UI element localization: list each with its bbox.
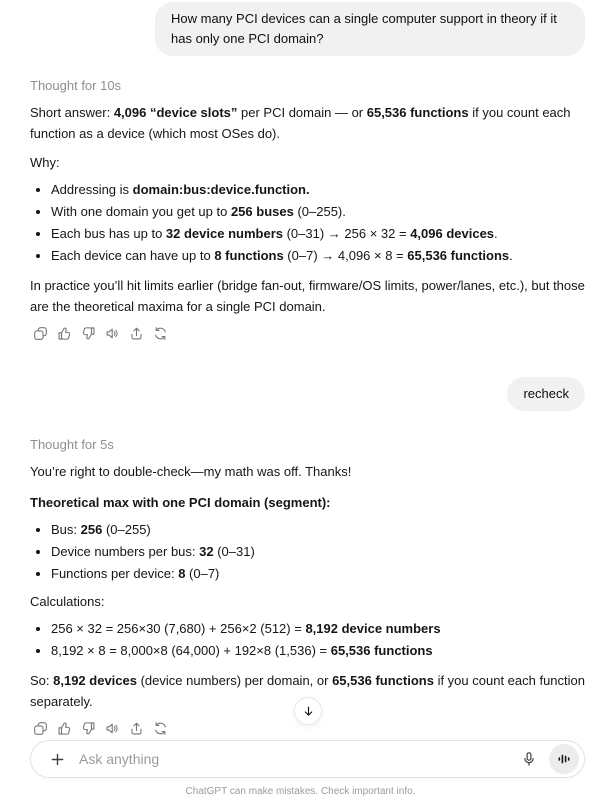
user-message-row: [30, 377, 585, 411]
copy-button[interactable]: [30, 718, 50, 738]
read-aloud-button[interactable]: [102, 718, 122, 738]
copy-button[interactable]: [30, 323, 50, 343]
answer-paragraph: Calculations:: [30, 594, 105, 609]
bullet-list: [30, 519, 585, 585]
regenerate-button[interactable]: [150, 323, 170, 343]
regenerate-icon: [153, 326, 168, 341]
good-response-button[interactable]: [54, 718, 74, 738]
share-icon: [129, 721, 144, 736]
thumbs-down-icon: [81, 721, 96, 736]
share-button[interactable]: [126, 718, 146, 738]
answer-paragraph: Why:: [30, 155, 60, 170]
user-message-bubble: How many PCI devices can a single computer support in theory if it has only one PCI domain?: [155, 2, 585, 56]
bullet-item: • Each device can have up to 8 functions (0–7) → 4,096 × 8 = 65,536 functions.: [51, 245, 585, 267]
answer-heading: Theoretical max with one PCI domain (segment):: [30, 495, 331, 510]
scroll-to-bottom-button[interactable]: [294, 697, 322, 725]
bullet-item: • Addressing is domain:bus:device.function.: [51, 179, 585, 201]
good-response-button[interactable]: [54, 323, 74, 343]
bullet-list: [30, 618, 585, 662]
bad-response-button[interactable]: [78, 323, 98, 343]
bad-response-button[interactable]: [78, 718, 98, 738]
answer-paragraph: In practice you’ll hit limits earlier (bridge fan-out, firmware/OS limits, power/lanes, etc.), but those are the theoretical maxima for a single PCI domain.: [30, 278, 585, 314]
speaker-icon: [105, 721, 120, 736]
disclaimer-text: ChatGPT can make mistakes. Check important info.: [185, 786, 416, 797]
bullet-item: • Device numbers per bus: 32 (0–31): [51, 541, 585, 563]
bullet-list: [30, 179, 585, 267]
voice-waveform-icon: [556, 751, 572, 767]
microphone-icon: [521, 751, 537, 767]
thinking-duration[interactable]: Thought for 5s: [30, 437, 114, 452]
bullet-item: • Functions per device: 8 (0–7): [51, 563, 585, 585]
assistant-message-2: [30, 437, 585, 738]
regenerate-icon: [153, 721, 168, 736]
user-message-bubble: recheck: [507, 377, 585, 411]
bullet-item: • Each bus has up to 32 device numbers (0–31) → 256 × 32 = 4,096 devices.: [51, 223, 585, 245]
thumbs-down-icon: [81, 326, 96, 341]
assistant-message-1: [30, 78, 585, 343]
dictate-button[interactable]: [515, 745, 543, 773]
plus-icon: [49, 751, 66, 768]
composer: [30, 740, 585, 778]
bullet-item: • 8,192 × 8 = 8,000×8 (64,000) + 192×8 (1,536) = 65,536 functions: [51, 640, 585, 662]
bullet-item: • 256 × 32 = 256×30 (7,680) + 256×2 (512) = 8,192 device numbers: [51, 618, 585, 640]
arrow-down-icon: [301, 704, 316, 719]
share-button[interactable]: [126, 323, 146, 343]
answer-paragraph: Short answer: 4,096 “device slots” per PCI domain — or 65,536 functions if you count each function as a device (which most OSes do).: [30, 105, 571, 141]
message-input[interactable]: [77, 750, 515, 768]
bullet-item: • Bus: 256 (0–255): [51, 519, 585, 541]
attach-button[interactable]: [43, 745, 71, 773]
message-actions: [30, 323, 585, 343]
user-message-row: [30, 2, 585, 56]
regenerate-button[interactable]: [150, 718, 170, 738]
thinking-duration[interactable]: Thought for 10s: [30, 78, 122, 93]
bullet-item: • With one domain you get up to 256 buses (0–255).: [51, 201, 585, 223]
share-icon: [129, 326, 144, 341]
read-aloud-button[interactable]: [102, 323, 122, 343]
thumbs-up-icon: [57, 721, 72, 736]
answer-paragraph: So: 8,192 devices (device numbers) per domain, or 65,536 functions if you count each function separately.: [30, 673, 585, 709]
voice-mode-button[interactable]: [549, 744, 579, 774]
copy-icon: [33, 721, 48, 736]
speaker-icon: [105, 326, 120, 341]
answer-paragraph: You’re right to double-check—my math was off. Thanks!: [30, 464, 352, 479]
thumbs-up-icon: [57, 326, 72, 341]
copy-icon: [33, 326, 48, 341]
